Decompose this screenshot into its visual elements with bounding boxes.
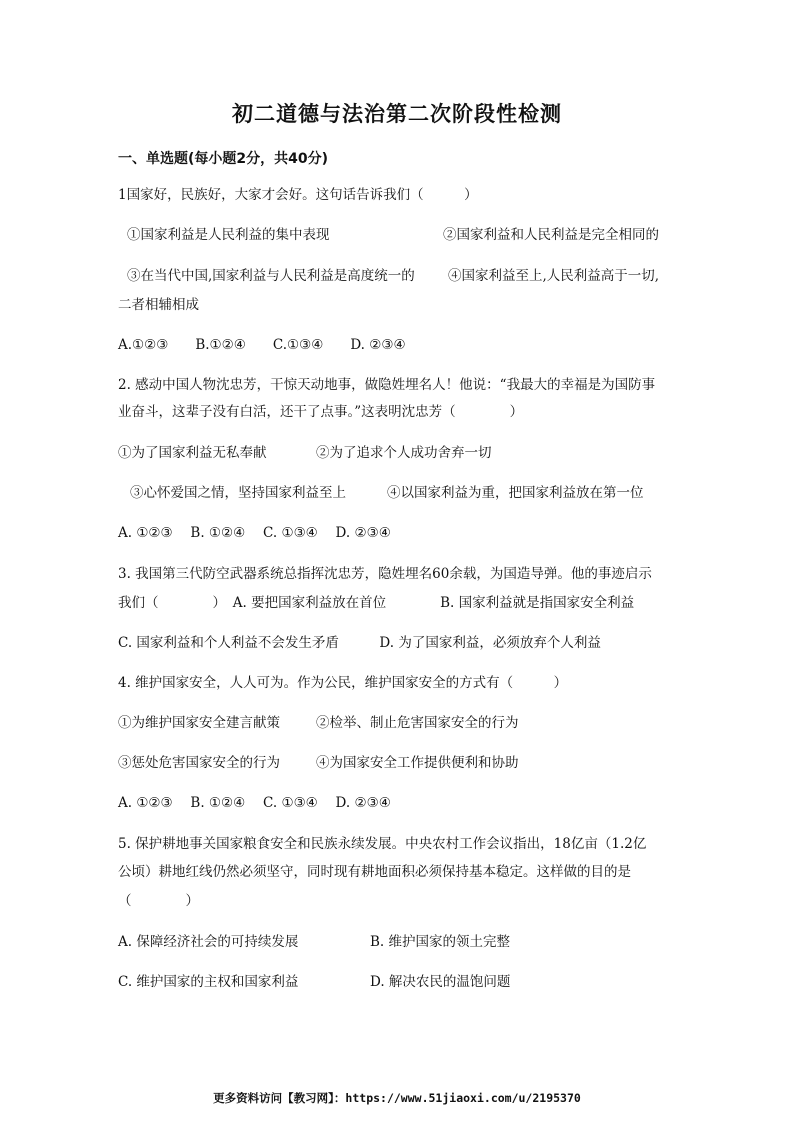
question-4-option-2: ②检举、制止危害国家安全的行为 [316, 715, 519, 731]
question-3-stem-line-1: 3. 我国第三代防空武器系统总指挥沈忠芳，隐姓埋名60余载，为国造导弹。他的事迹启示 [118, 566, 652, 582]
question-3-stem-line-3: C. 国家利益和个人利益不会发生矛盾 D. 为了国家利益，必须放弃个人利益 [118, 635, 601, 651]
question-2-option-3: ③心怀爱国之情，坚持国家利益至上 [130, 485, 346, 501]
footer-link[interactable]: 更多资料访问【教习网】：https://www.51jiaoxi.com/u/2195370 [213, 1091, 581, 1105]
question-4-option-4: ④为国家安全工作提供便利和协助 [316, 755, 519, 771]
question-3-stem-line-2: 我们（ ） A. 要把国家利益放在首位 B. 国家利益就是指国家安全利益 [118, 595, 635, 611]
question-2-answers: A. ①②③ B. ①②④ C. ①③④ D. ②③④ [118, 525, 391, 541]
question-2-stem-line-2: 业奋斗，这辈子没有白活，还干了点事。”这表明沈忠芳（ ） [118, 404, 524, 420]
section-heading: 一、单选题(每小题2分，共40分) [118, 151, 329, 167]
question-1-option-4: ④国家利益至上,人民利益高于一切, [448, 268, 660, 284]
question-2-stem-line-1: 2. 感动中国人物沈忠芳，干惊天动地事，做隐姓埋名人！他说：“我最大的幸福是为国防事 [118, 377, 656, 393]
question-2-option-4: ④以国家利益为重，把国家利益放在第一位 [387, 485, 644, 501]
question-5-stem-line-2: 公顷）耕地红线仍然必须坚守，同时现有耕地面积必须保持基本稳定。这样做的目的是 [118, 864, 631, 880]
question-1-option-1: ①国家利益是人民利益的集中表现 [127, 227, 330, 243]
page-title: 初二道德与法治第二次阶段性检测 [232, 102, 562, 126]
question-4-option-1: ①为维护国家安全建言献策 [118, 715, 280, 731]
question-2-option-2: ②为了追求个人成功舍弃一切 [316, 445, 492, 461]
question-1-answers: A.①②③ B.①②④ C.①③④ D. ②③④ [118, 337, 406, 353]
question-5-option-a: A. 保障经济社会的可持续发展 [118, 934, 299, 950]
question-5-option-c: C. 维护国家的主权和国家利益 [118, 974, 299, 990]
question-5-option-b: B. 维护国家的领土完整 [370, 934, 511, 950]
question-1-option-3: ③在当代中国,国家利益与人民利益是高度统一的 [127, 268, 415, 284]
question-4-stem: 4. 维护国家安全，人人可为。作为公民，维护国家安全的方式有（ ） [118, 675, 568, 691]
question-5-stem-line-3: （ ） [118, 893, 199, 909]
question-4-option-3: ③惩处危害国家安全的行为 [118, 755, 280, 771]
question-4-answers: A. ①②③ B. ①②④ C. ①③④ D. ②③④ [118, 795, 391, 811]
question-5-option-d: D. 解决农民的温饱问题 [370, 974, 511, 990]
question-5-stem-line-1: 5. 保护耕地事关国家粮食安全和民族永续发展。中央农村工作会议指出，18亿亩（1.2亿 [118, 836, 647, 852]
question-1-option-2: ②国家利益和人民利益是完全相同的 [443, 227, 659, 243]
question-1-stem: 1国家好，民族好，大家才会好。这句话告诉我们（ ） [118, 187, 478, 203]
question-2-option-1: ①为了国家利益无私奉献 [118, 445, 267, 461]
question-1-option-4-continued: 二者相辅相成 [118, 297, 199, 313]
